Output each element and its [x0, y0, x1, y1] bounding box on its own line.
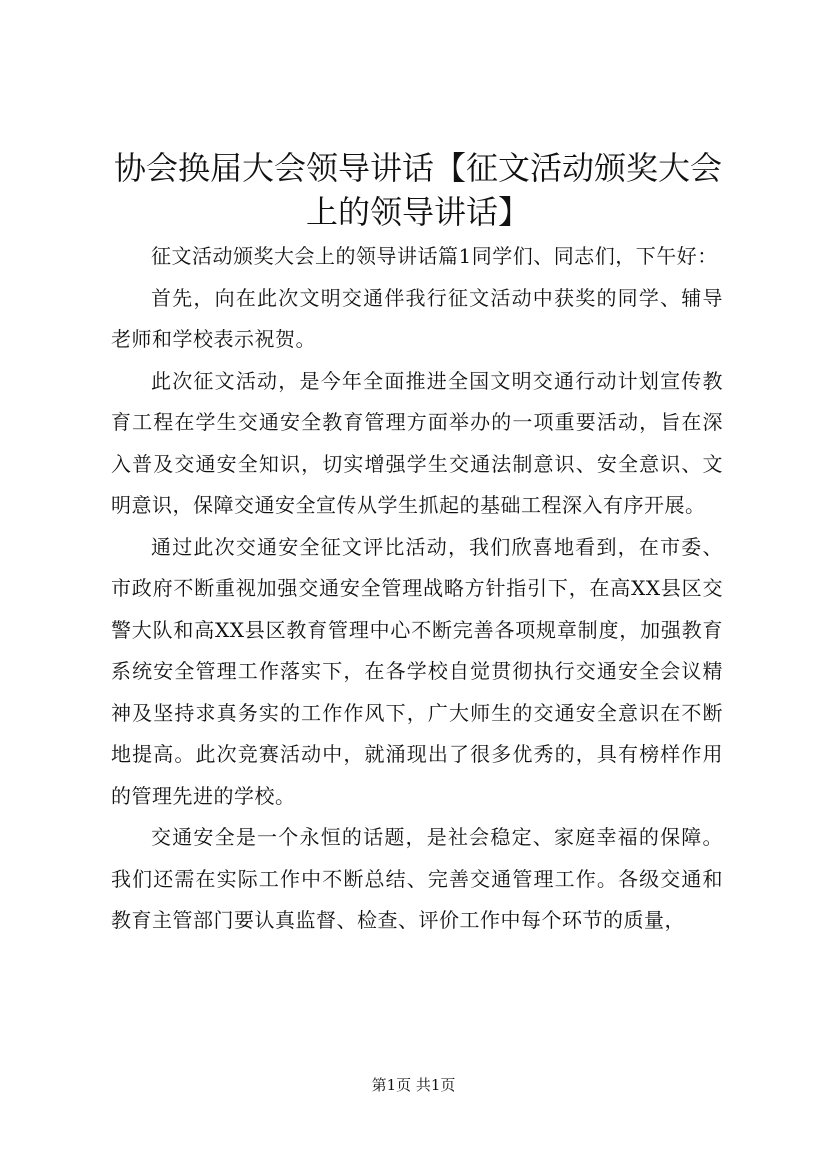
- document-body: [111, 236, 723, 942]
- paragraph-4: 通过此次交通安全征文评比活动，我们欣喜地看到，在市委、市政府不断重视加强交通安全管理战略方针指引下，在高XX县区交警大队和高XX县区教育管理中心不断完善各项规章制度，加强教育系统安全管理工作落实下，在各学校自觉贯彻执行交通安全会议精神及坚持求真务实的工作作风下，广大师生的交通安全意识在不断地提高。此次竞赛活动中，就涌现出了很多优秀的，具有榜样作用的管理先进的学校。: [111, 534, 723, 808]
- paragraph-2: 首先，向在此次文明交通伴我行征文活动中获奖的同学、辅导老师和学校表示祝贺。: [111, 285, 723, 351]
- paragraph-3: 此次征文活动，是今年全面推进全国文明交通行动计划宣传教育工程在学生交通安全教育管理方面举办的一项重要活动，旨在深入普及交通安全知识，切实增强学生交通法制意识、安全意识、文明意识，保障交通安全宣传从学生抓起的基础工程深入有序开展。: [111, 368, 723, 517]
- page-footer: 第1页 共1页: [371, 1076, 456, 1094]
- paragraph-1: 征文活动颁奖大会上的领导讲话篇1同学们、同志们，下午好：: [151, 244, 718, 268]
- document-title: 协会换届大会领导讲话【征文活动颁奖大会上的领导讲话】: [113, 149, 722, 231]
- paragraph-5: 交通安全是一个永恒的话题，是社会稳定、家庭幸福的保障。我们还需在实际工作中不断总结、完善交通管理工作。各级交通和教育主管部门要认真监督、检查、评价工作中每个环节的质量，: [111, 825, 723, 932]
